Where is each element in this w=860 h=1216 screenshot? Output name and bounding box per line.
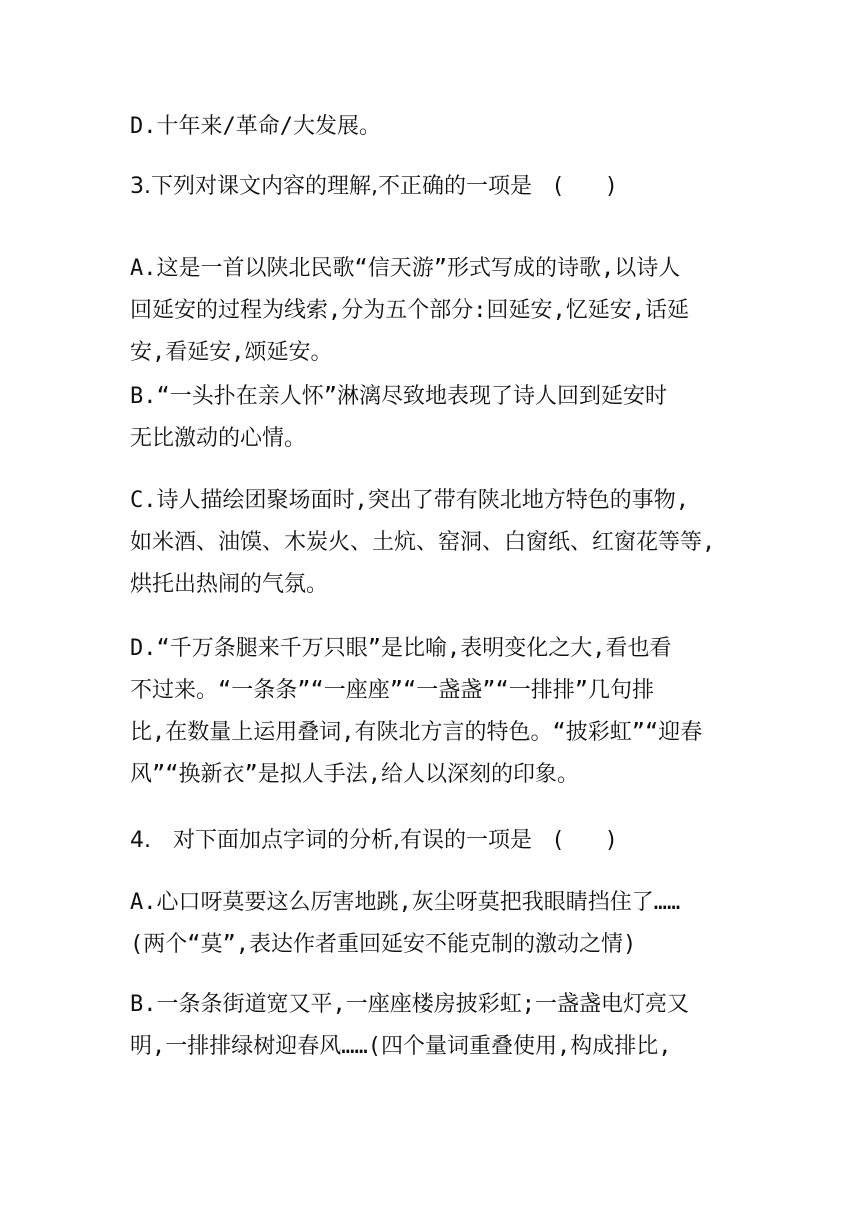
text-line: C.诗人描绘团聚场面时,突出了带有陕北地方特色的事物, [130,488,689,513]
text-line: 不过来。“一条条”“一座座”“一盏盏”“一排排”几句排 [130,678,654,703]
question-4-title [130,820,740,862]
question-3-option-b [130,376,740,460]
text-line: 安,看延安,颂延安。 [130,340,333,365]
question-2-option-d [130,106,740,148]
text-line: 明,一排排绿树迎春风……(四个量词重叠使用,构成排比, [130,1034,672,1059]
text-line: 风”“换新衣”是拟人手法,给人以深刻的印象。 [130,762,579,787]
text-line: 3.下列对课文内容的理解,不正确的一项是 ( ) [130,174,616,199]
text-line: 如米酒、油馍、木炭火、土炕、窑洞、白窗纸、红窗花等等, [130,530,716,555]
text-line: D.十年来/革命/大发展。 [130,114,381,139]
text-line: 4. 对下面加点字词的分析,有误的一项是 ( ) [130,828,616,853]
question-3-title [130,166,740,208]
text-line: (两个“莫”,表达作者重回延安不能克制的激动之情) [130,932,637,957]
text-line: A.这是一首以陕北民歌“信天游”形式写成的诗歌,以诗人 [130,256,681,281]
text-line: 回延安的过程为线索,分为五个部分:回延安,忆延安,话延 [130,298,689,323]
text-line: 比,在数量上运用叠词,有陕北方言的特色。“披彩虹”“迎春 [130,720,703,745]
question-4-option-b [130,984,740,1068]
text-line: B.“一头扑在亲人怀”淋漓尽致地表现了诗人回到延安时 [130,384,667,409]
text-line: 无比激动的心情。 [130,426,307,451]
text-line: B.一条条街道宽又平,一座座楼房披彩虹;一盏盏电灯亮又 [130,992,689,1017]
text-line: A.心口呀莫要这么厉害地跳,灰尘呀莫把我眼睛挡住了…… [130,890,681,915]
question-3-option-c [130,480,740,606]
question-4-option-a [130,882,740,966]
text-line: D.“千万条腿来千万只眼”是比喻,表明变化之大,看也看 [130,636,672,661]
question-3-option-a [130,248,740,374]
text-line: 烘托出热闹的气氛。 [130,572,329,597]
question-3-option-d [130,628,740,796]
